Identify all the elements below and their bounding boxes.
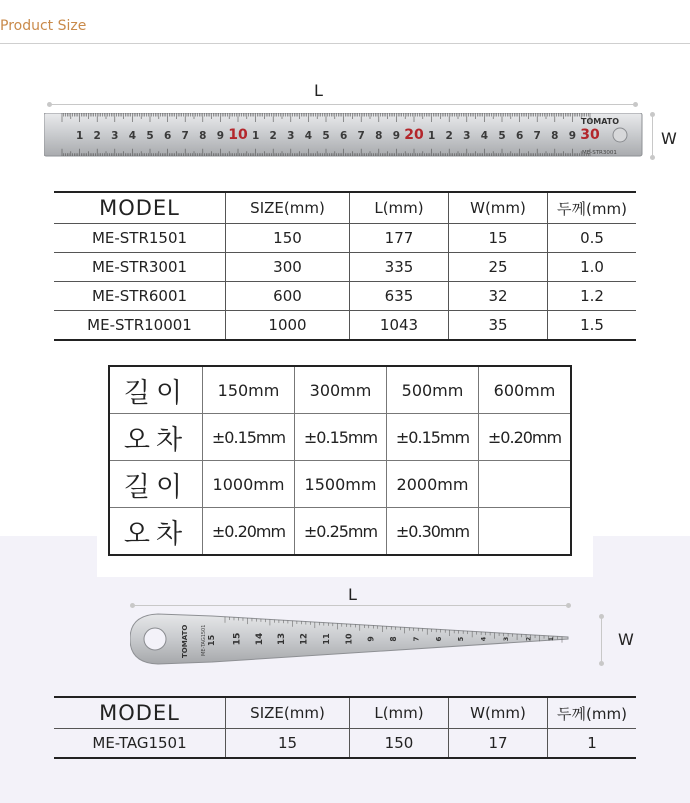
ruler-number: 7: [533, 130, 541, 142]
tolerance-table: [108, 365, 572, 556]
gauge-number: 2: [526, 636, 533, 642]
gauge-number: 6: [434, 636, 443, 642]
ruler-number: 3: [287, 130, 295, 142]
table-header-cell: SIZE(mm): [226, 192, 350, 224]
gauge-length-dimension-line: [133, 605, 569, 606]
gauge-brand: TOMATO: [181, 624, 189, 658]
table-cell: ±0.15mm: [295, 414, 387, 461]
section-divider: [0, 43, 690, 44]
tolerance-row-label: 오차: [109, 508, 203, 556]
table-cell: 1: [548, 729, 637, 759]
table-cell: 15: [449, 224, 548, 253]
ruler-number: 9: [216, 130, 225, 142]
gauge-hang-hole: [144, 628, 166, 650]
table-cell: ±0.15mm: [203, 414, 295, 461]
table-cell: 150: [350, 729, 449, 759]
ruler-length-dimension-start: [47, 102, 52, 107]
gauge-size-mark: 15: [207, 634, 216, 646]
ruler-number: 10: [228, 127, 248, 143]
table-header-cell: SIZE(mm): [226, 697, 350, 729]
ruler-number: 1: [75, 130, 84, 142]
ruler-width-label: W: [661, 129, 677, 148]
table-row: [54, 729, 636, 759]
ruler-hang-hole: [613, 128, 627, 142]
ruler-number: 3: [463, 130, 471, 142]
table-cell: 15: [226, 729, 350, 759]
ruler-number: 5: [498, 130, 506, 142]
table-cell: 1.5: [548, 311, 637, 341]
tolerance-row-label: 오차: [109, 414, 203, 461]
table-header-cell: 두께(mm): [548, 192, 637, 224]
table-cell: ±0.20mm: [203, 508, 295, 556]
ruler-length-dimension-end: [633, 102, 638, 107]
gauge-number: 1: [548, 637, 555, 641]
table-header-cell: L(mm): [350, 697, 449, 729]
table-cell: 2000mm: [387, 461, 479, 508]
table-header-cell: MODEL: [54, 697, 226, 729]
table-cell: ME-STR3001: [54, 253, 226, 282]
table-row: [54, 253, 636, 282]
gauge-width-dimension-line: [601, 616, 602, 663]
gauge-length-label: L: [348, 585, 357, 604]
table-cell: 600: [226, 282, 350, 311]
table-cell: ME-STR10001: [54, 311, 226, 341]
table-cell: 1.0: [548, 253, 637, 282]
table-cell: 32: [449, 282, 548, 311]
table-cell: 600mm: [479, 366, 572, 414]
ruler-number: 9: [392, 130, 401, 142]
ruler-number: 4: [480, 130, 489, 142]
table-row: [109, 366, 571, 414]
gauge-width-label: W: [618, 630, 634, 649]
steel-ruler-spec-table: [54, 191, 636, 341]
gauge-number: 12: [299, 633, 310, 645]
table-header-cell: W(mm): [449, 192, 548, 224]
taper-gauge-spec-table: [54, 696, 636, 759]
gauge-number: 13: [277, 632, 288, 646]
ruler-number: 1: [251, 130, 260, 142]
table-header-cell: W(mm): [449, 697, 548, 729]
ruler-number: 9: [568, 130, 577, 142]
table-cell: 1000: [226, 311, 350, 341]
table-cell: 1000mm: [203, 461, 295, 508]
table-cell: 35: [449, 311, 548, 341]
table-cell: ME-STR6001: [54, 282, 226, 311]
table-row: [54, 282, 636, 311]
table-row: [109, 461, 571, 508]
ruler-number: 2: [269, 130, 277, 142]
gauge-number: 10: [344, 633, 354, 645]
gauge-number: 3: [503, 636, 511, 642]
table-cell: 635: [350, 282, 449, 311]
table-cell: 150mm: [203, 366, 295, 414]
ruler-number: 30: [580, 127, 600, 143]
ruler-width-dimension-start: [650, 112, 655, 117]
table-cell: ME-STR1501: [54, 224, 226, 253]
table-cell: ±0.15mm: [387, 414, 479, 461]
ruler-number: 4: [128, 130, 137, 142]
ruler-number: 5: [322, 130, 330, 142]
gauge-number: 7: [411, 636, 421, 642]
table-header-cell: 두께(mm): [548, 697, 637, 729]
ruler-number: 5: [146, 130, 154, 142]
ruler-number: 1: [427, 130, 436, 142]
ruler-number: 6: [515, 130, 524, 142]
table-cell: 1500mm: [295, 461, 387, 508]
gauge-width-dimension-end: [599, 661, 604, 666]
taper-gauge-image: [130, 608, 570, 668]
ruler-number: 2: [445, 130, 453, 142]
table-header-row: [54, 192, 636, 224]
ruler-number: 20: [404, 127, 424, 143]
ruler-length-dimension-line: [50, 104, 636, 105]
table-header-cell: L(mm): [350, 192, 449, 224]
ruler-number: 8: [551, 130, 559, 142]
table-row: [109, 414, 571, 461]
section-title: Product Size: [0, 18, 87, 34]
ruler-number: 6: [163, 130, 172, 142]
table-cell: 177: [350, 224, 449, 253]
gauge-number: 4: [479, 636, 488, 642]
table-cell: ME-TAG1501: [54, 729, 226, 759]
gauge-number: 8: [389, 636, 399, 642]
table-cell: 500mm: [387, 366, 479, 414]
ruler-number: 7: [181, 130, 189, 142]
table-header-row: [54, 697, 636, 729]
table-row: [54, 224, 636, 253]
ruler-number: 4: [304, 130, 313, 142]
ruler-number: 8: [375, 130, 383, 142]
gauge-number: 15: [231, 632, 243, 646]
gauge-model-mark: ME-TAG1501: [201, 624, 207, 656]
table-cell: 150: [226, 224, 350, 253]
gauge-width-dimension-start: [599, 614, 604, 619]
table-cell: ±0.30mm: [387, 508, 479, 556]
table-cell: ±0.20mm: [479, 414, 572, 461]
table-row: [109, 508, 571, 556]
gauge-number: 11: [320, 633, 331, 645]
tolerance-row-label: 길이: [109, 461, 203, 508]
table-cell: 335: [350, 253, 449, 282]
table-cell: 300mm: [295, 366, 387, 414]
ruler-number: 6: [339, 130, 348, 142]
table-cell: ±0.25mm: [295, 508, 387, 556]
ruler-length-label: L: [314, 81, 323, 100]
gauge-number: 5: [457, 636, 466, 642]
gauge-number: 9: [366, 636, 376, 642]
ruler-number: 8: [199, 130, 207, 142]
table-cell: [479, 508, 572, 556]
ruler-model-mark: ME-STR3001: [582, 150, 617, 156]
tolerance-row-label: 길이: [109, 366, 203, 414]
table-cell: 300: [226, 253, 350, 282]
ruler-number: 3: [111, 130, 119, 142]
table-cell: [479, 461, 572, 508]
table-cell: 25: [449, 253, 548, 282]
table-cell: 1.2: [548, 282, 637, 311]
table-cell: 17: [449, 729, 548, 759]
ruler-brand: TOMATO: [581, 117, 620, 126]
ruler-width-dimension-end: [650, 155, 655, 160]
ruler-number: 7: [357, 130, 365, 142]
table-cell: 1043: [350, 311, 449, 341]
table-header-cell: MODEL: [54, 192, 226, 224]
gauge-number: 14: [254, 632, 265, 646]
table-cell: 0.5: [548, 224, 637, 253]
steel-ruler-image: [44, 113, 644, 157]
ruler-number: 2: [93, 130, 101, 142]
table-row: [54, 311, 636, 341]
ruler-width-dimension-line: [652, 115, 653, 157]
